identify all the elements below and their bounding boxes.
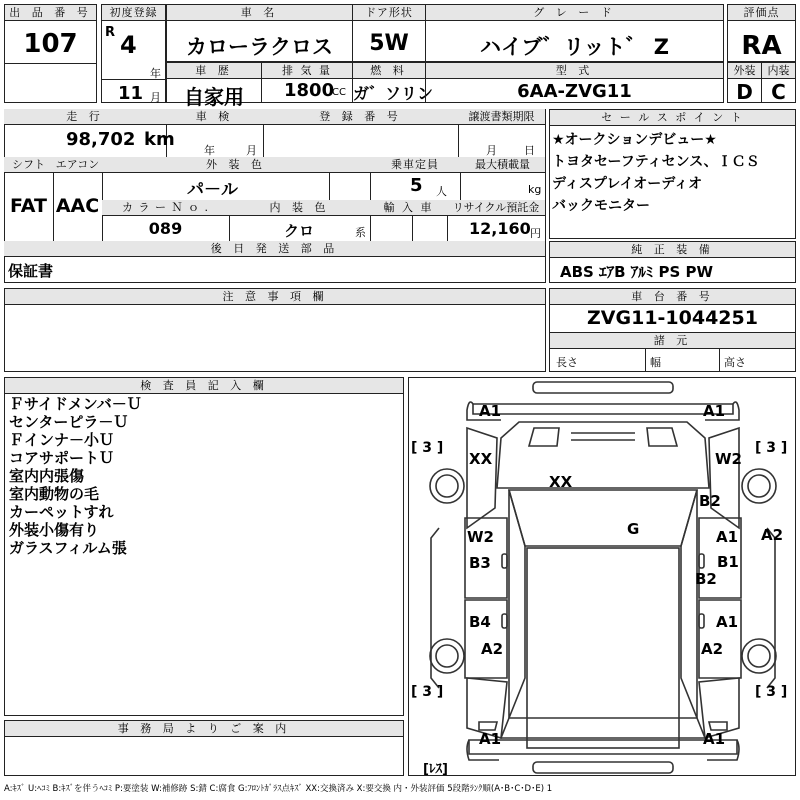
equipment-cell (549, 241, 796, 283)
score: RA (741, 31, 782, 61)
mileage-unit: km (144, 129, 175, 150)
inspector-line: 外装小傷有り (9, 521, 100, 539)
grade: ハイブ゛リット゛ Z (479, 35, 670, 59)
color-no-label: カ ラ ー Ｎ ｏ . (102, 200, 229, 216)
capacity-cell (370, 157, 461, 201)
inspector-line: コアサポートＵ (9, 449, 115, 467)
import-cell (370, 200, 448, 242)
history-cell (166, 62, 262, 109)
damage-code: A1 (479, 730, 502, 748)
capacity-unit: 人 (436, 185, 447, 198)
color: パ－ル (187, 180, 238, 200)
fuel-label: 燃 料 (353, 63, 425, 79)
first-reg-label: 初度登録 (102, 5, 165, 21)
equipment-label: 純 正 装 備 (550, 242, 795, 258)
displacement-label: 排 気 量 (262, 63, 352, 79)
office-cell (4, 720, 404, 776)
displacement: 1800 (284, 80, 335, 101)
notes-label: 注 意 事 項 欄 (5, 289, 545, 305)
chassis-label: 車 台 番 号 (550, 289, 795, 305)
capacity: 5 (410, 175, 423, 196)
inspector-line: Ｆインナ－小Ｕ (9, 431, 115, 449)
sales-point-line: ★オークションデビュー★ (552, 132, 717, 148)
capacity-label: 乗車定員 (370, 157, 460, 173)
reg-year-unit: 年 (150, 67, 161, 80)
sales-point-line: トヨタセーフティセンス、ＩＣＳ (552, 154, 760, 170)
door-cell (352, 4, 426, 62)
history: 自家用 (184, 85, 244, 109)
damage-code: B2 (695, 570, 717, 588)
notes-cell (4, 288, 546, 372)
damage-code: B1 (717, 553, 739, 571)
reg-number-cell (263, 109, 459, 158)
interior-grade-cell (761, 62, 796, 103)
model-cell (425, 62, 724, 103)
transfer-cell (458, 109, 545, 158)
grade-cell (425, 4, 724, 62)
history-label: 車 歴 (167, 63, 261, 79)
office-label: 事 務 局 よ り ご 案 内 (5, 721, 403, 737)
ac-cell (53, 157, 103, 242)
displacement-cell (261, 62, 353, 103)
recycle: 12,160 (469, 219, 531, 238)
inspector-label: 検 査 員 記 入 欄 (5, 378, 403, 394)
height-label: 高さ (724, 356, 746, 369)
shift-label: シフト (4, 157, 53, 173)
damage-code: B3 (469, 554, 491, 572)
car-name: カローラクロス (186, 35, 333, 59)
inspection-cell (166, 109, 264, 158)
damage-code: G (627, 520, 640, 538)
recycle-cell (447, 200, 545, 242)
lot-number: 107 (23, 29, 78, 59)
first-reg-cell (101, 4, 166, 103)
inspector-line: カーペットすれ (9, 503, 114, 521)
damage-code: A1 (479, 402, 502, 420)
model: 6AA-ZVG11 (517, 81, 632, 102)
score-cell (727, 4, 796, 62)
damage-code: B4 (469, 613, 491, 631)
era: R (105, 25, 116, 40)
interior-color-unit: 系 (355, 226, 366, 239)
exterior-grade-cell (727, 62, 762, 103)
dims-label: 諸 元 (550, 333, 795, 349)
chassis-number: ZVG11-1044251 (550, 305, 795, 333)
inspector-cell (4, 377, 404, 716)
shift-cell (4, 157, 54, 242)
car-name-cell (166, 4, 353, 62)
interior-grade: C (771, 80, 786, 104)
lot-cell (4, 4, 97, 103)
score-label: 評価点 (728, 5, 795, 21)
damage-code: A2 (701, 640, 724, 658)
sales-point-line: バックモニター (552, 198, 650, 214)
damage-code: A2 (761, 526, 784, 544)
door-label: ドア形状 (353, 5, 425, 21)
sales-point-line: ディスプレイオーディオ (552, 176, 703, 192)
mileage: 98,702 (66, 129, 136, 150)
spare-tire-code: [ﾚｽ] (423, 762, 448, 777)
tire-code: [ 3 ] (411, 684, 444, 700)
mileage-label: 走 行 (4, 109, 166, 125)
import-label: 輸 入 車 (370, 200, 447, 216)
later-parts-cell (4, 241, 545, 283)
later-parts-label: 後 日 発 送 部 品 (4, 241, 545, 257)
max-load-cell (460, 157, 545, 201)
recycle-label: リサイクル預託金 (447, 200, 545, 216)
chassis-cell (549, 288, 796, 372)
model-label: 型 式 (426, 63, 723, 79)
inspection-year-unit: 年 (204, 144, 215, 157)
width-label: 幅 (650, 356, 661, 369)
transfer-day-unit: 日 (524, 144, 535, 157)
inspector-line: ガラスフィルム張 (9, 539, 127, 557)
interior-color: クロ (284, 222, 315, 240)
car-diagram (408, 377, 796, 776)
reg-year: 4 (120, 31, 137, 59)
damage-code: W2 (467, 528, 494, 546)
inspection-month-unit: 月 (246, 144, 257, 157)
tire-code: [ 3 ] (411, 440, 444, 456)
color-no-cell (102, 200, 230, 242)
damage-code: XX (469, 450, 493, 468)
interior-color-label: 内 装 色 (229, 200, 370, 216)
displacement-unit: CC (332, 87, 346, 98)
damage-code: A1 (716, 528, 739, 546)
damage-code: A2 (481, 640, 504, 658)
damage-code: B2 (699, 492, 721, 510)
inspection-label: 車 検 (166, 109, 263, 125)
fuel-cell (352, 62, 434, 103)
tire-code: [ 3 ] (755, 684, 788, 700)
reg-number-label: 登 録 番 号 (263, 109, 458, 125)
sales-points-label: セ ー ル ス ポ イ ン ト (550, 110, 795, 126)
damage-code: A1 (716, 613, 739, 631)
color-label: 外 装 色 (102, 157, 370, 173)
fuel: ガ゛ソリン (353, 84, 434, 103)
later-parts: 保証書 (8, 262, 54, 280)
grade-label: グ レ ー ド (426, 5, 723, 21)
transfer-label: 譲渡書類期限 (458, 109, 545, 125)
equipment: ABS ｴｱB ｱﾙﾐ PS PW (560, 263, 714, 281)
exterior-grade: D (736, 80, 753, 104)
ac-label: エアコン (53, 157, 102, 173)
recycle-unit: 円 (530, 227, 541, 240)
reg-month: 11 (118, 83, 144, 104)
mileage-cell (4, 109, 175, 158)
tire-code: [ 3 ] (755, 440, 788, 456)
lot-label: 出 品 番 号 (5, 5, 96, 21)
inspector-line: 室内動物の毛 (9, 485, 100, 503)
sales-points-cell (549, 109, 796, 239)
max-load-unit: kg (528, 183, 542, 196)
transfer-month-unit: 月 (486, 144, 497, 157)
damage-code: A1 (703, 402, 726, 420)
shift: FAT (10, 195, 47, 217)
reg-month-unit: 月 (150, 91, 161, 104)
ac: AAC (55, 195, 100, 217)
inspector-line: 室内内張傷 (9, 467, 85, 485)
max-load-label: 最大積載量 (460, 157, 545, 173)
inspector-line: Ｆサイドメンバ－Ｕ (9, 395, 142, 413)
car-diagram-outline (409, 378, 797, 777)
damage-code: XX (549, 473, 573, 491)
color-cell (102, 157, 371, 201)
color-no: 089 (148, 219, 183, 238)
damage-code: A1 (703, 730, 726, 748)
interior-color-cell (229, 200, 371, 242)
car-name-label: 車 名 (167, 5, 352, 21)
damage-code: W2 (715, 450, 742, 468)
length-label: 長さ (556, 356, 578, 369)
legend: A:ｷｽﾞ U:ﾍｺﾐ B:ｷｽﾞを伴うﾍｺﾐ P:要塗装 W:補修跡 S:錆 C:腐食 G:ﾌﾛﾝﾄｶﾞﾗｽ点ｷｽﾞ XX:交換済み X:要交換 内・外装評価 5段階ﾗﾝｸ順(A･B･C･D･E) 1 (4, 784, 553, 794)
door-type: 5W (369, 31, 409, 56)
exterior-label: 外装 (728, 63, 761, 79)
interior-label: 内装 (762, 63, 795, 79)
inspector-line: センターピラ－Ｕ (9, 413, 129, 431)
